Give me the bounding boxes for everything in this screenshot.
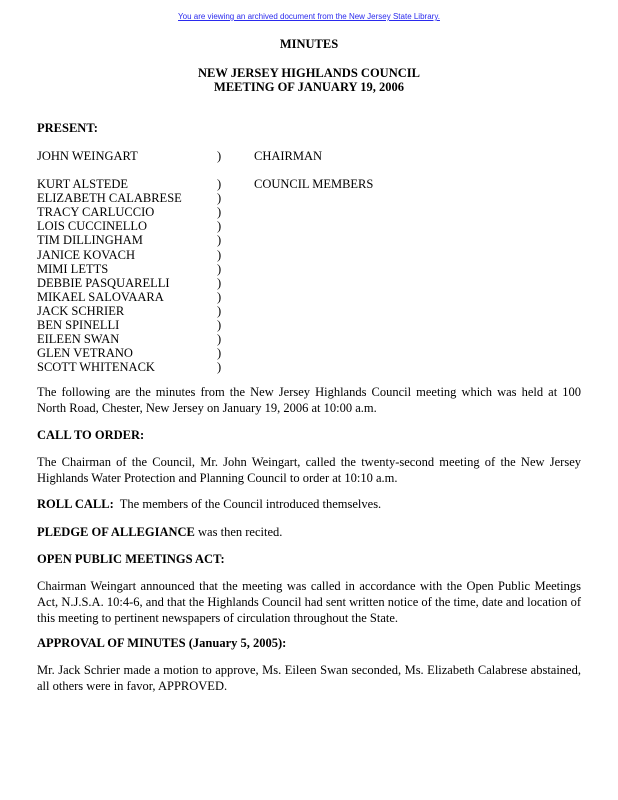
bracket: ) (217, 346, 222, 361)
bracket: ) (217, 205, 222, 220)
document-title: MINUTES (279, 37, 339, 51)
bracket: ) (217, 332, 222, 347)
bracket: ) (217, 275, 222, 290)
roll-call-label: ROLL CALL: (37, 497, 114, 511)
council-member-row (37, 360, 597, 374)
council-member-row (37, 304, 597, 318)
council-member-row (37, 205, 597, 219)
council-member-row (37, 262, 597, 276)
council-member-row (37, 233, 597, 247)
call-to-order-heading: CALL TO ORDER: (37, 428, 145, 442)
pledge-paragraph (37, 524, 581, 540)
council-member-name: MIKAEL SALOVAARA (37, 289, 164, 304)
organization-heading (0, 66, 618, 94)
organization-line-1: NEW JERSEY HIGHLANDS COUNCIL (198, 66, 420, 80)
bracket: ) (217, 318, 222, 332)
council-member-name: ELIZABETH CALABRESE (37, 191, 182, 206)
chairman-row (37, 149, 597, 163)
council-member-name: BEN SPINELLI (37, 318, 120, 332)
bracket: ) (217, 219, 222, 234)
council-member-name: DEBBIE PASQUARELLI (37, 275, 170, 290)
open-meetings-heading: OPEN PUBLIC MEETINGS ACT: (37, 552, 225, 566)
chairman-role: CHAIRMAN (254, 149, 323, 163)
approval-text: Mr. Jack Schrier made a motion to approve, Ms. Eileen Swan seconded, Ms. Elizabeth Calabrese abstained, all others were in favor, APPROVED. (37, 663, 581, 693)
council-member-name: LOIS CUCCINELLO (37, 219, 148, 234)
council-member-row (37, 191, 597, 205)
bracket: ) (217, 233, 222, 248)
council-member-name: JANICE KOVACH (37, 247, 136, 262)
council-member-row (37, 318, 597, 332)
organization-line-2: MEETING OF JANUARY 19, 2006 (214, 80, 404, 94)
pledge-label: PLEDGE OF ALLEGIANCE (37, 525, 195, 539)
council-member-row (37, 276, 597, 290)
council-member-name: EILEEN SWAN (37, 332, 120, 347)
council-member-row (37, 332, 597, 346)
bracket: ) (217, 191, 222, 206)
archive-banner-link[interactable]: You are viewing an archived document from the New Jersey State Library. (178, 12, 440, 21)
call-to-order-text: The Chairman of the Council, Mr. John Weingart, called the twenty-second meeting of the New Jersey Highlands Water Protection and Planning Council to order at 10:10 a.m. (37, 455, 581, 485)
council-member-row (37, 248, 597, 262)
council-member-row (37, 177, 597, 191)
bracket: ) (217, 177, 222, 191)
bracket: ) (217, 247, 222, 262)
council-member-name: JACK SCHRIER (37, 303, 125, 318)
council-member-name: SCOTT WHITENACK (37, 360, 155, 375)
bracket: ) (217, 289, 222, 304)
council-member-name: TIM DILLINGHAM (37, 233, 143, 248)
roll-call-paragraph (37, 496, 581, 512)
intro-paragraph: The following are the minutes from the New Jersey Highlands Council meeting which was held at 100 North Road, Chester, New Jersey on January 19, 2006 at 10:00 a.m. (37, 385, 581, 415)
approval-heading: APPROVAL OF MINUTES (January 5, 2005): (37, 636, 287, 650)
bracket: ) (217, 149, 222, 163)
present-heading: PRESENT: (37, 121, 98, 135)
council-member-name: GLEN VETRANO (37, 346, 133, 361)
open-meetings-text: Chairman Weingart announced that the meeting was called in accordance with the Open Public Meetings Act, N.J.S.A. 10:4-6, and that the Highlands Council had sent written notice of the time, date and location of this meeting to pertinent newspapers of circulation throughout the State. (37, 579, 581, 625)
bracket: ) (217, 303, 222, 318)
pledge-text: was then recited. (194, 525, 283, 539)
council-member-name: TRACY CARLUCCIO (37, 205, 155, 220)
chairman-name: JOHN WEINGART (37, 149, 138, 163)
bracket: ) (217, 261, 222, 276)
council-member-row (37, 346, 597, 360)
council-member-row (37, 219, 597, 233)
roll-call-text: The members of the Council introduced themselves. (113, 497, 382, 511)
bracket: ) (217, 360, 222, 375)
council-member-name: MIMI LETTS (37, 261, 109, 276)
council-member-name: KURT ALSTEDE (37, 177, 129, 191)
council-members-role: COUNCIL MEMBERS (254, 177, 374, 191)
council-member-row (37, 290, 597, 304)
